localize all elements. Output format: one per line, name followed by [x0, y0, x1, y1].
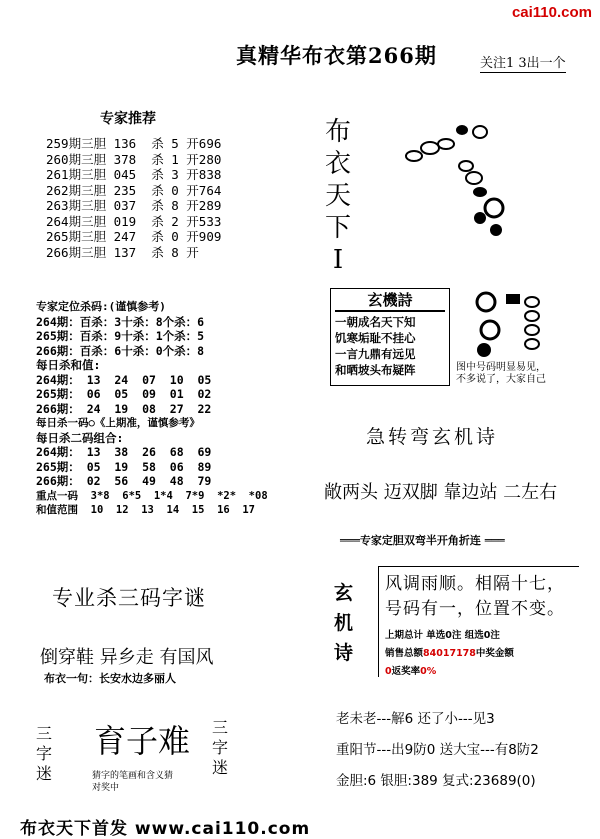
expert-row: 259期三胆 136 杀 5 开696: [46, 136, 222, 151]
expert-row: 265期三胆 247 杀 0 开909: [46, 229, 222, 244]
riddle-hint: [92, 770, 173, 794]
sum-row: 265期： 06 05 09 01 02: [36, 387, 212, 401]
kill-three-note: 布衣一句：长安水边多丽人: [44, 672, 176, 685]
answer-line: 重阳节---出9防0 送大宝---有8防2: [336, 742, 539, 758]
kill-three-title: 专业杀三码字谜: [52, 586, 206, 610]
sum-heading: 每日杀和值:: [36, 358, 101, 372]
stat-line: [385, 627, 575, 641]
sum-row: 264期： 13 24 07 10 05: [36, 372, 212, 387]
vertical-title: [322, 116, 354, 276]
mystery-title: 玄機詩: [335, 289, 445, 312]
riddle-char: 迷: [212, 758, 229, 777]
kill-row: 266期：百杀：6十杀：0个杀：8: [36, 343, 205, 358]
poem-line: 风调雨顺。相隔十七，: [385, 574, 565, 594]
expert-row: 262期三胆 235 杀 0 开764: [46, 182, 222, 198]
kill-section: [36, 300, 268, 518]
coins-illustration: [470, 290, 550, 360]
urgent-line: 敞两头 迈双脚 靠边站 二左右: [324, 482, 558, 503]
mystery-caption: [456, 362, 546, 386]
vertical-char: 衣: [324, 149, 351, 179]
answer-line: 老未老---解6 还了小---见3: [336, 711, 495, 727]
sum-row: 266期： 24 19 08 27 22: [36, 401, 212, 416]
sales-label: 销售总额: [385, 648, 424, 659]
expert-fold-heading: ═══专家定胆双弯半开角折连 ═══: [340, 534, 505, 547]
poem-char: 诗: [334, 642, 354, 664]
footer-site[interactable]: 布衣天下首发 www.cai110.com: [20, 819, 311, 839]
pebbles-illustration: [400, 118, 520, 238]
answers: [336, 704, 539, 797]
expert-row: 266期三胆 137 杀 8 开: [46, 244, 199, 260]
riddle-char: 字: [212, 738, 229, 757]
riddle-left: [36, 724, 52, 784]
poem-vertical: [334, 578, 353, 668]
prize-label: 中奖金额: [475, 648, 514, 659]
sum-range-row: 和值范围 10 12 13 14 15 16 17: [36, 504, 256, 516]
riddle-char: 迷: [36, 764, 53, 783]
answer-line: 金胆:6 银胆:389 复式:23689(0): [336, 773, 536, 789]
two-code-row: 266期： 02 56 49 48 79: [36, 474, 212, 488]
one-code-heading: 每日杀一码○《上期准，谨慎参考》: [36, 417, 200, 429]
poem-char: 机: [334, 612, 354, 634]
return-rate: 0%: [420, 666, 437, 677]
riddle-char: 三: [36, 724, 53, 743]
stat-total: 上期总计 单选0注 组选0注: [385, 630, 500, 641]
expert-row: 263期三胆 037 杀 8 开289: [46, 198, 222, 213]
poem-box: [326, 556, 576, 677]
kill-row: 265期：百杀：9十杀：1个杀：5: [36, 329, 205, 343]
riddle-right: [212, 718, 228, 778]
prize-value: 0: [385, 666, 392, 677]
mystery-poem-box: [330, 288, 450, 386]
mystery-line: 和晒坡头布疑阵: [335, 363, 416, 377]
sales-value: 84017178: [423, 648, 476, 659]
key-code-row: 重点一码 3*8 6*5 1*4 7*9 *2* *08: [36, 489, 268, 502]
poem-line: 号码有一，位置不变。: [385, 599, 565, 619]
hint-line: 对奖中: [92, 783, 120, 793]
hint-line: 猜字的笔画和含义猜: [92, 771, 174, 781]
vertical-char: 天: [324, 181, 351, 211]
mystery-line: 一言九鼎有远见: [335, 347, 416, 361]
two-code-row: 265期： 05 19 58 06 89: [36, 459, 212, 474]
riddle-char: 三: [212, 718, 229, 737]
page-title: 真精华布衣第266期: [236, 43, 437, 68]
urgent-title: 急转弯玄机诗: [366, 426, 499, 448]
two-code-heading: 每日杀二码组合:: [36, 430, 124, 445]
vertical-char: 下: [324, 213, 351, 243]
kill-heading: 专家定位杀码:(谨慎参考): [36, 300, 166, 313]
expert-heading: 专家推荐: [100, 111, 156, 127]
stat-line: [385, 645, 575, 659]
riddle-char: 字: [36, 744, 53, 763]
caption-line: 图中号码明显易见，: [456, 362, 546, 373]
mystery-line: 一朝成名天下知: [335, 315, 416, 329]
vertical-char: I: [332, 245, 344, 275]
expert-list: [46, 136, 221, 260]
expert-row: 261期三胆 045 杀 3 开838: [46, 167, 222, 182]
expert-row: 260期三胆 378 杀 1 开280: [46, 151, 222, 167]
two-code-row: 264期： 13 38 26 68 69: [36, 445, 212, 459]
poem-content: [378, 566, 579, 677]
mystery-line: 饥寒垢耻不挂心: [335, 331, 416, 345]
poem-char: 玄: [334, 582, 354, 604]
site-logo[interactable]: cai110.com: [511, 4, 592, 21]
expert-row: 264期三胆 019 杀 2 开533: [46, 213, 222, 229]
stat-line: [385, 663, 575, 677]
riddle-word: 育子难: [94, 722, 191, 760]
vertical-char: 布: [324, 117, 351, 147]
kill-row: 264期：百杀：3十杀：8个杀：6: [36, 314, 205, 329]
kill-three-line: 倒穿鞋 异乡走 有国风: [40, 647, 214, 668]
caption-line: 不多说了，大家自己: [456, 374, 546, 385]
follow-note: 关注1 3出一个: [480, 52, 566, 73]
return-label: 返奖率: [391, 666, 421, 677]
